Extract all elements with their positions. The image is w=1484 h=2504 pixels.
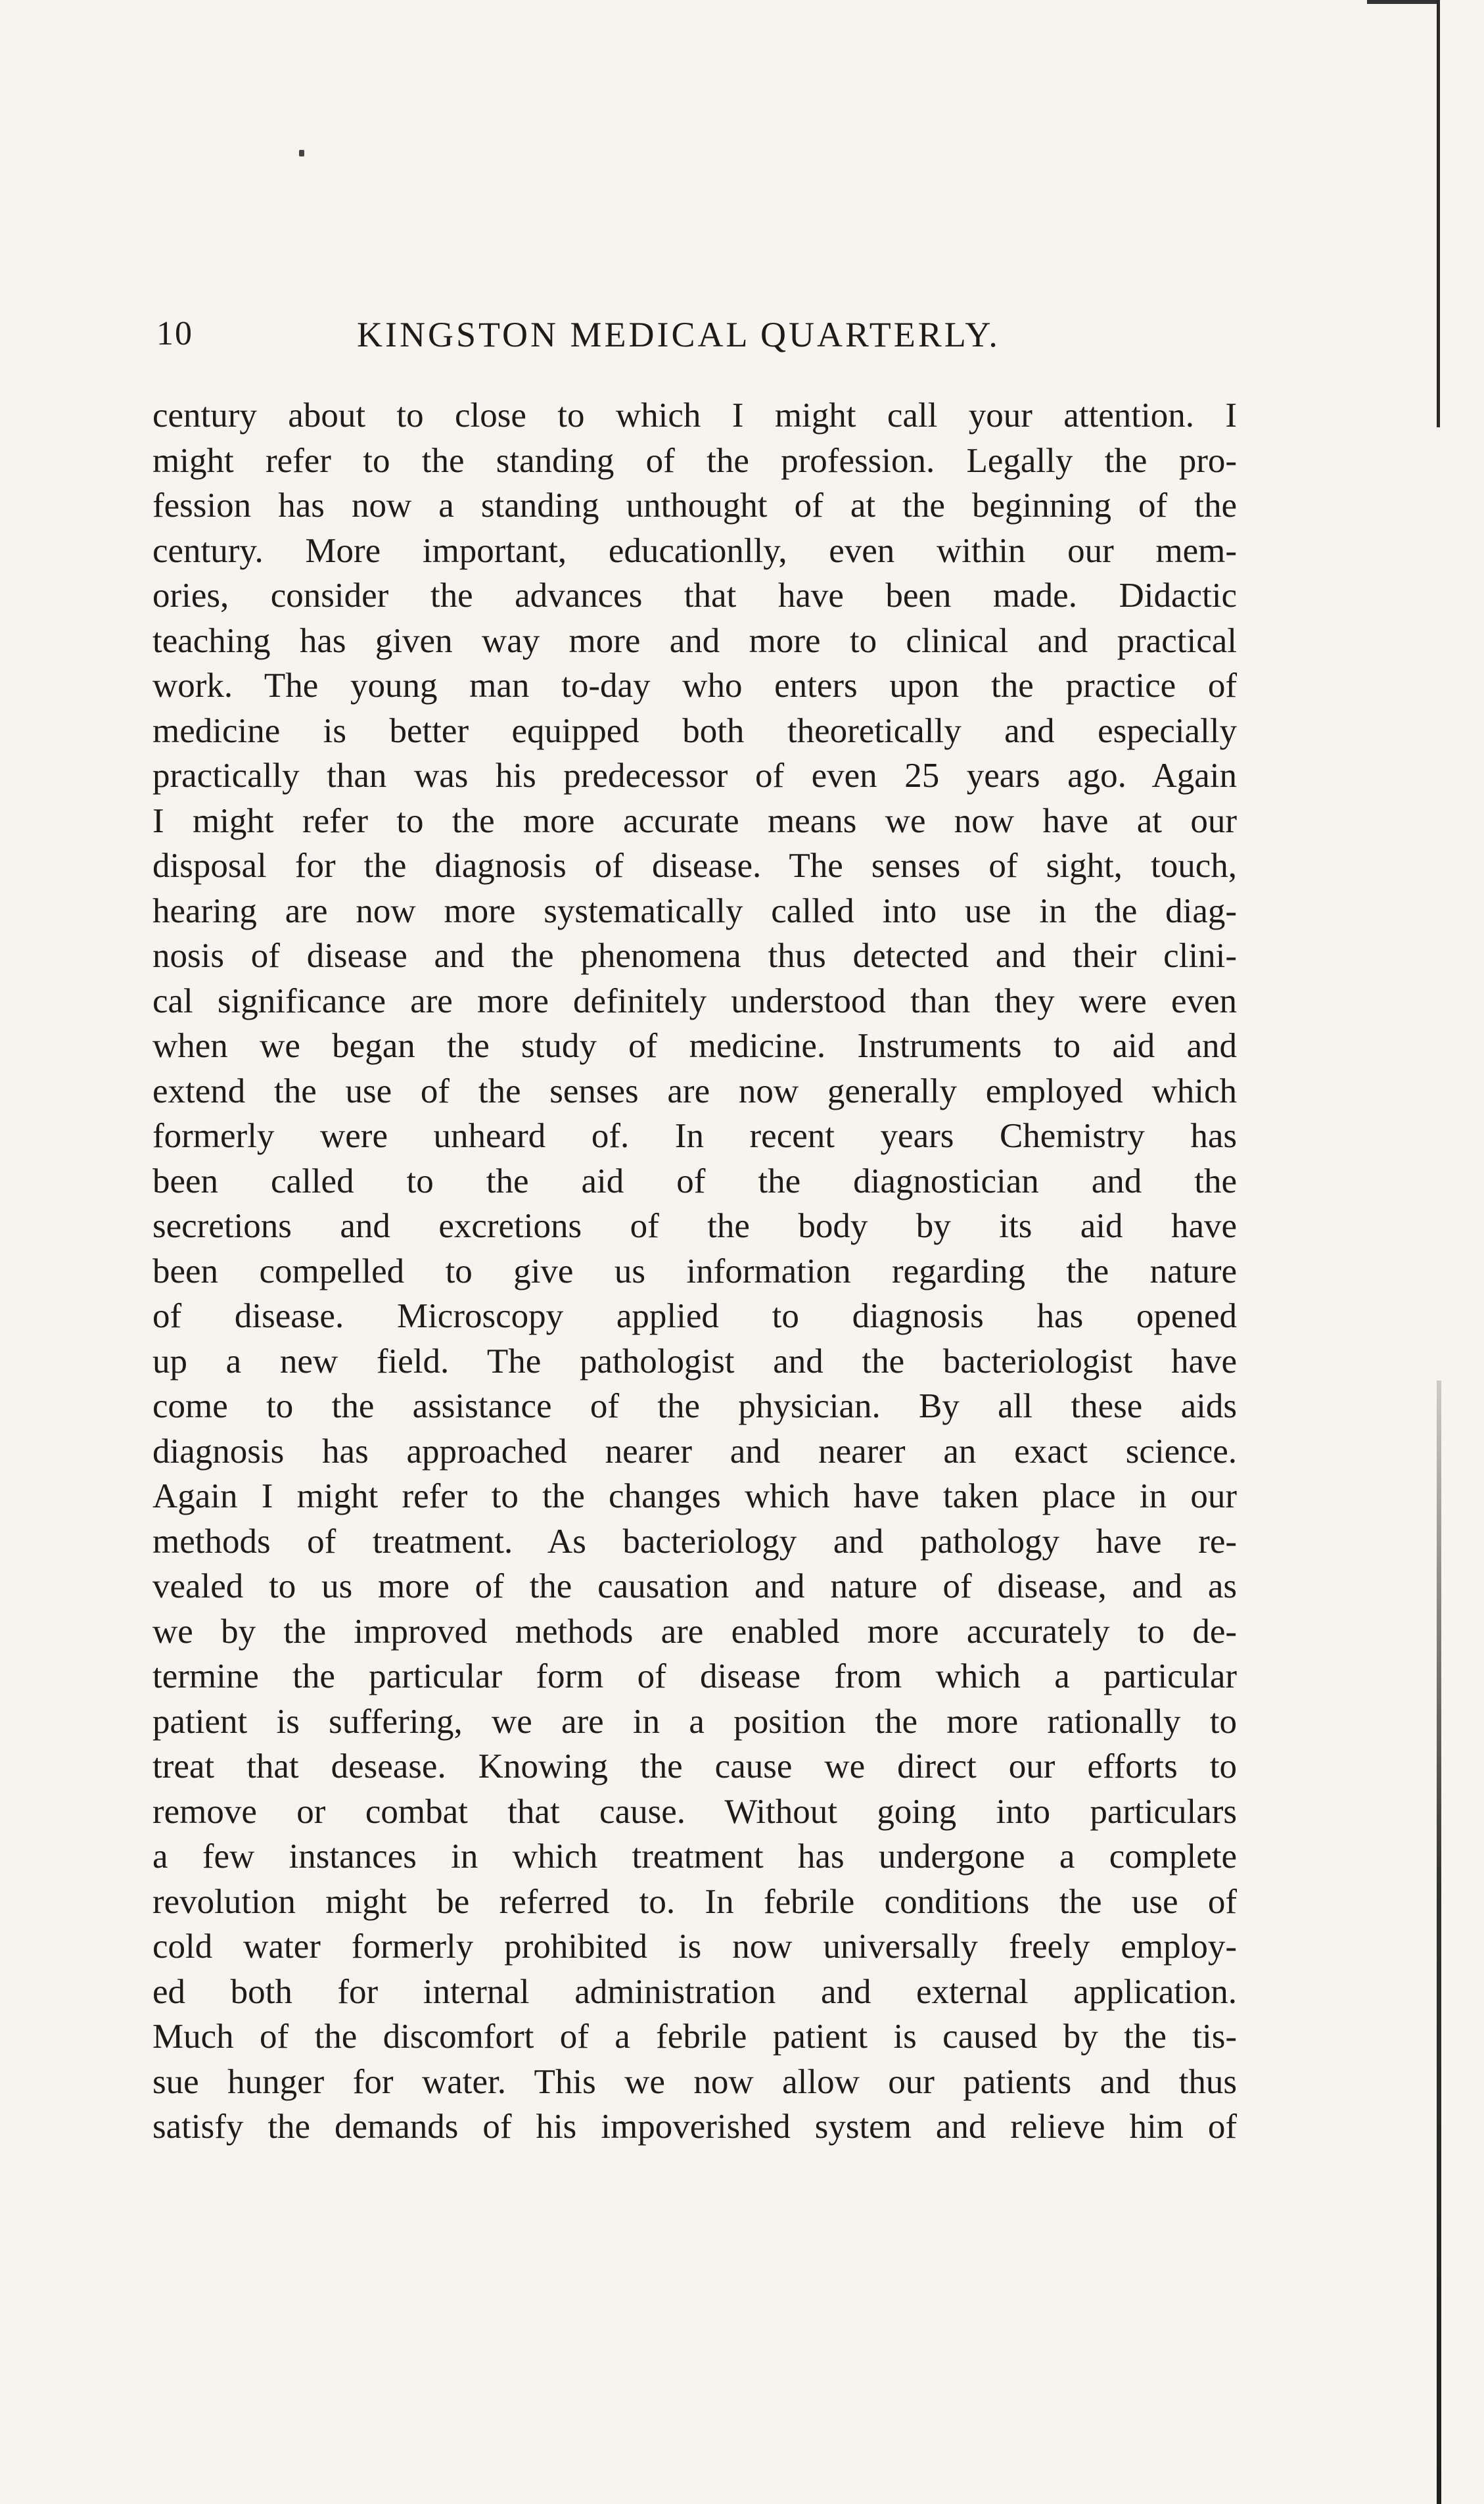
text-line: nosis of disease and the phenomena thus detected and their clini- (152, 937, 1237, 975)
text-line: ed both for internal administration and external application. (152, 1972, 1237, 2011)
ink-speck (299, 150, 304, 156)
text-line: cold water formerly prohibited is now universally freely employ- (152, 1927, 1237, 1966)
text-line: been compelled to give us information regarding the nature (152, 1252, 1237, 1290)
scan-edge-right-lower (1437, 1381, 1441, 2504)
text-line: patient is suffering, we are in a position the more rationally to (152, 1702, 1237, 1741)
text-line: Much of the discomfort of a febrile patient is caused by the tis- (152, 2018, 1237, 2056)
text-line: vealed to us more of the causation and nature of disease, and as (152, 1567, 1237, 1605)
text-line: remove or combat that cause. Without going into particulars (152, 1792, 1237, 1831)
text-line: when we began the study of medicine. Instruments to aid and (152, 1027, 1237, 1065)
text-line: work. The young man to-day who enters upon the practice of (152, 667, 1237, 705)
text-line: practically than was his predecessor of even 25 years ago. Again (152, 757, 1237, 795)
text-line: a few instances in which treatment has undergone a complete (152, 1837, 1237, 1876)
text-line: methods of treatment. As bacteriology and pathology have re- (152, 1522, 1237, 1561)
text-line: I might refer to the more accurate means we now have at our (152, 801, 1237, 840)
text-line: fession has now a standing unthought of at the beginning of the (152, 486, 1237, 525)
text-line: we by the improved methods are enabled more accurately to de- (152, 1612, 1237, 1651)
journal-title: KINGSTON MEDICAL QUARTERLY. (357, 315, 1000, 354)
text-line: up a new field. The pathologist and the bacteriologist have (152, 1342, 1237, 1381)
scan-edge-top (1367, 0, 1439, 4)
text-line: been called to the aid of the diagnostician and the (152, 1162, 1237, 1200)
text-line: diagnosis has approached nearer and nearer an exact science. (152, 1432, 1237, 1471)
text-line: hearing are now more systematically called into use in the diag- (152, 891, 1237, 930)
text-line: treat that desease. Knowing the cause we direct our efforts to (152, 1747, 1237, 1785)
text-line: medicine is better equipped both theoretically and especially (152, 711, 1237, 750)
text-line: come to the assistance of the physician. By all these aids (152, 1387, 1237, 1425)
text-line: satisfy the demands of his impoverished system and relieve him of (152, 2108, 1237, 2146)
running-head (156, 314, 1234, 367)
text-line: extend the use of the senses are now generally employed which (152, 1072, 1237, 1110)
text-line: disposal for the diagnosis of disease. The senses of sight, touch, (152, 847, 1237, 885)
text-line: of disease. Microscopy applied to diagnosis has opened (152, 1297, 1237, 1335)
page-number: 10 (156, 315, 193, 352)
text-line: ories, consider the advances that have been made. Didactic (152, 577, 1237, 615)
text-line: termine the particular form of disease from which a particular (152, 1657, 1237, 1695)
scan-edge-right (1437, 0, 1440, 427)
body-text (152, 393, 1237, 2150)
text-line: might refer to the standing of the profession. Legally the pro- (152, 441, 1237, 480)
text-line: century. More important, educationlly, even within our mem- (152, 531, 1237, 570)
text-line: century about to close to which I might call your attention. I (152, 396, 1237, 435)
text-line: formerly were unheard of. In recent years Chemistry has (152, 1117, 1237, 1155)
text-line: cal significance are more definitely understood than they were even (152, 981, 1237, 1020)
text-line: teaching has given way more and more to clinical and practical (152, 621, 1237, 660)
text-line: secretions and excretions of the body by its aid have (152, 1207, 1237, 1245)
text-line: Again I might refer to the changes which have taken place in our (152, 1477, 1237, 1515)
text-line: sue hunger for water. This we now allow our patients and thus (152, 2062, 1237, 2101)
text-line: revolution might be referred to. In febrile conditions the use of (152, 1882, 1237, 1921)
